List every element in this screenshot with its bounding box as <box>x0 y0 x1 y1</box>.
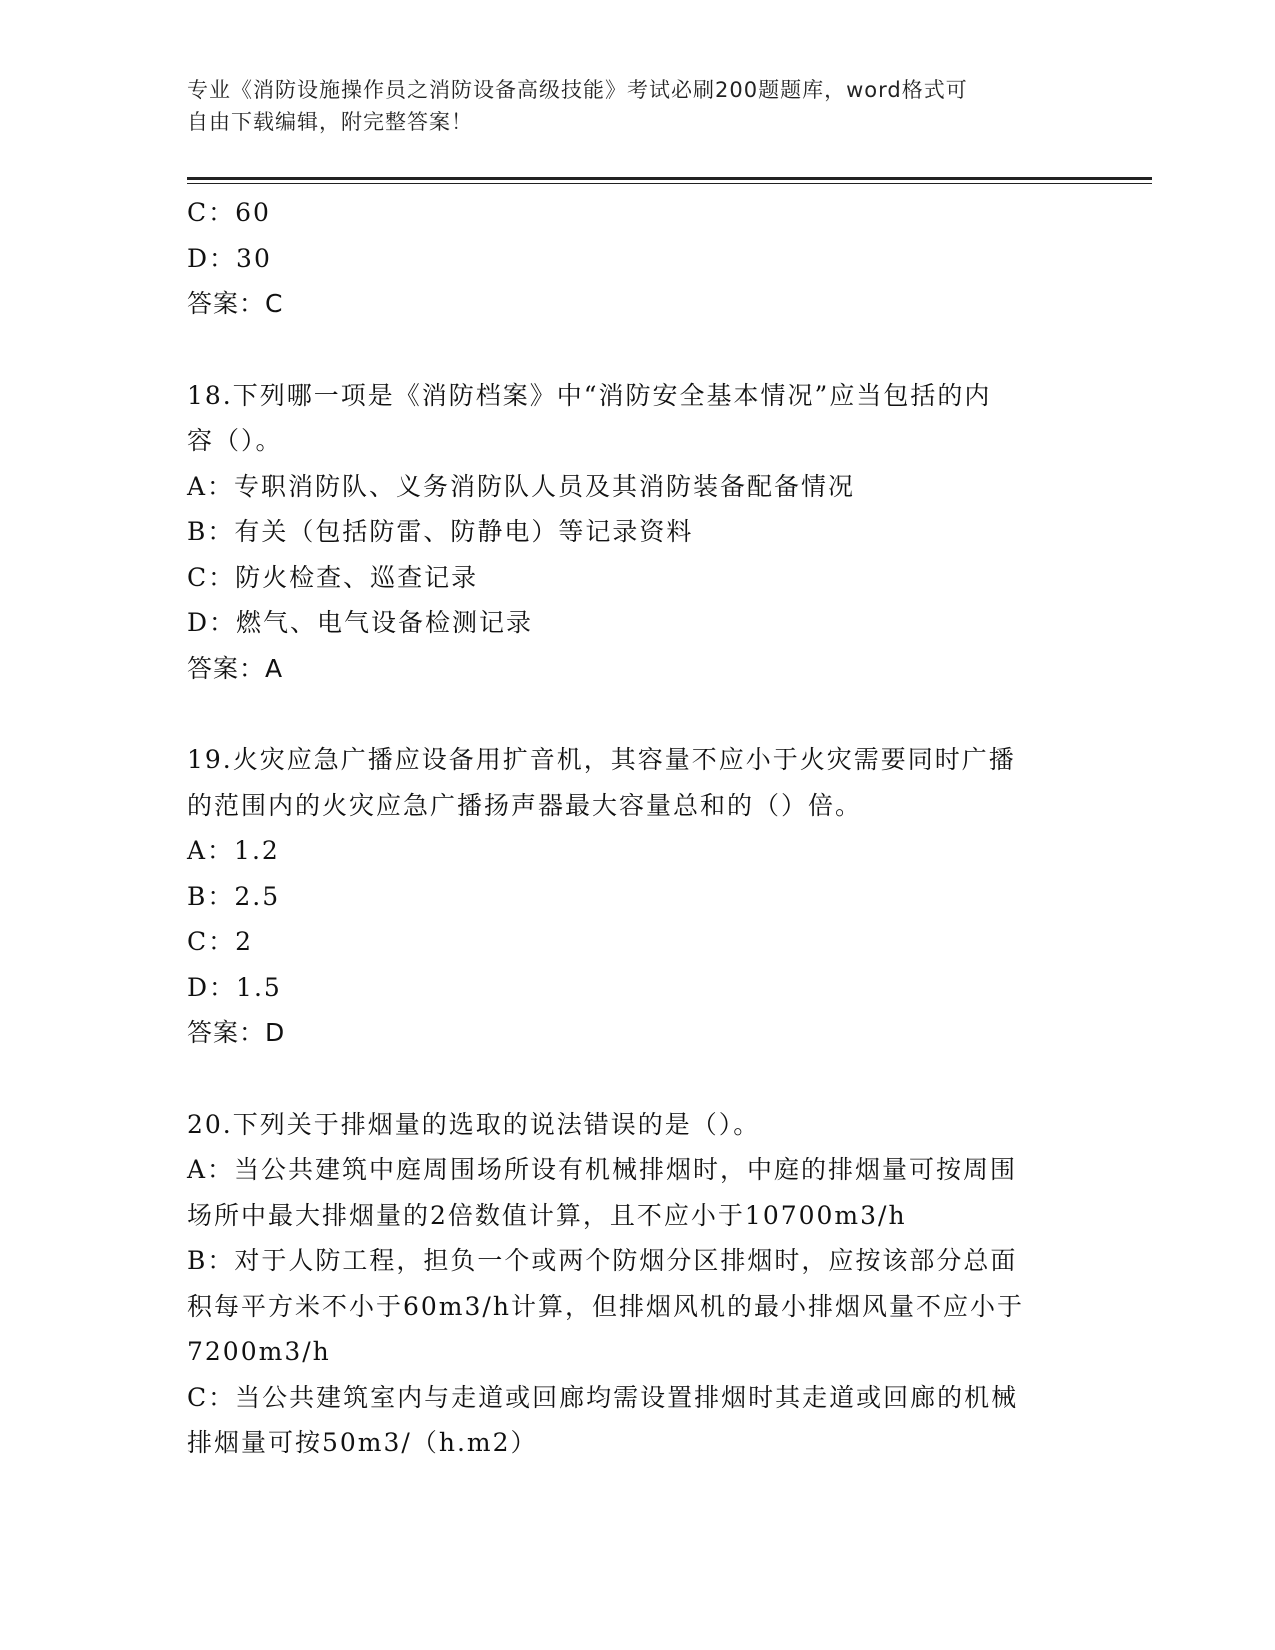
question-text-line: 的范围内的火灾应急广播扬声器最大容量总和的（）倍。 <box>187 790 863 820</box>
question-text-line: 容（）。 <box>187 426 283 455</box>
answer-line: 答案：D <box>187 1018 286 1047</box>
option-d: D：30 <box>187 243 272 273</box>
question-text-line: 18.下列哪一项是《消防档案》中“消防安全基本情况”应当包括的内 <box>187 380 992 410</box>
option-c: C：60 <box>187 198 271 227</box>
option-b-line-1: B：对于人防工程，担负一个或两个防烟分区排烟时，应按该部分总面 <box>187 1246 1018 1275</box>
header-rule-thick <box>187 177 1152 180</box>
question-18 <box>187 373 1067 692</box>
option-d: D：1.5 <box>187 972 282 1002</box>
option-b: B：有关（包括防雷、防静电）等记录资料 <box>187 517 694 546</box>
page-header <box>187 74 1067 138</box>
question-20 <box>187 1102 1067 1466</box>
question-text-line: 20.下列关于排烟量的选取的说法错误的是（）。 <box>187 1109 761 1139</box>
option-b: B：2.5 <box>187 881 281 911</box>
header-line-1: 专业《消防设施操作员之消防设备高级技能》考试必刷200题题库，word格式可 <box>187 78 968 102</box>
previous-question-fragment <box>187 190 1067 327</box>
question-text-line: 19.火灾应急广播应设备用扩音机，其容量不应小于火灾需要同时广播 <box>187 745 1016 774</box>
header-rule-thin <box>187 183 1152 184</box>
option-b-line-2: 积每平方米不小于60m3/h计算，但排烟风机的最小排烟风量不应小于 <box>187 1291 1024 1321</box>
option-c-line-2: 排烟量可按50m3/（h.m2） <box>187 1428 538 1457</box>
spacer <box>187 327 1067 373</box>
option-a-line-1: A：当公共建筑中庭周围场所设有机械排烟时，中庭的排烟量可按周围 <box>187 1155 1018 1184</box>
header-line-2: 自由下载编辑，附完整答案！ <box>187 110 473 134</box>
question-content <box>187 190 1067 1466</box>
option-a: A：专职消防队、义务消防队人员及其消防装备配备情况 <box>187 471 856 501</box>
answer-line: 答案：A <box>187 653 284 683</box>
question-19 <box>187 737 1067 1056</box>
option-d: D：燃气、电气设备检测记录 <box>187 608 534 637</box>
option-c: C：防火检查、巡查记录 <box>187 562 479 592</box>
answer-line: 答案：C <box>187 289 284 318</box>
spacer <box>187 1056 1067 1102</box>
spacer <box>187 691 1067 737</box>
option-a: A：1.2 <box>187 836 280 865</box>
option-a-line-2: 场所中最大排烟量的2倍数值计算，且不应小于10700m3/h <box>187 1200 907 1230</box>
option-b-line-3: 7200m3/h <box>187 1337 331 1366</box>
option-c: C：2 <box>187 927 254 956</box>
option-c-line-1: C：当公共建筑室内与走道或回廊均需设置排烟时其走道或回廊的机械 <box>187 1382 1019 1412</box>
